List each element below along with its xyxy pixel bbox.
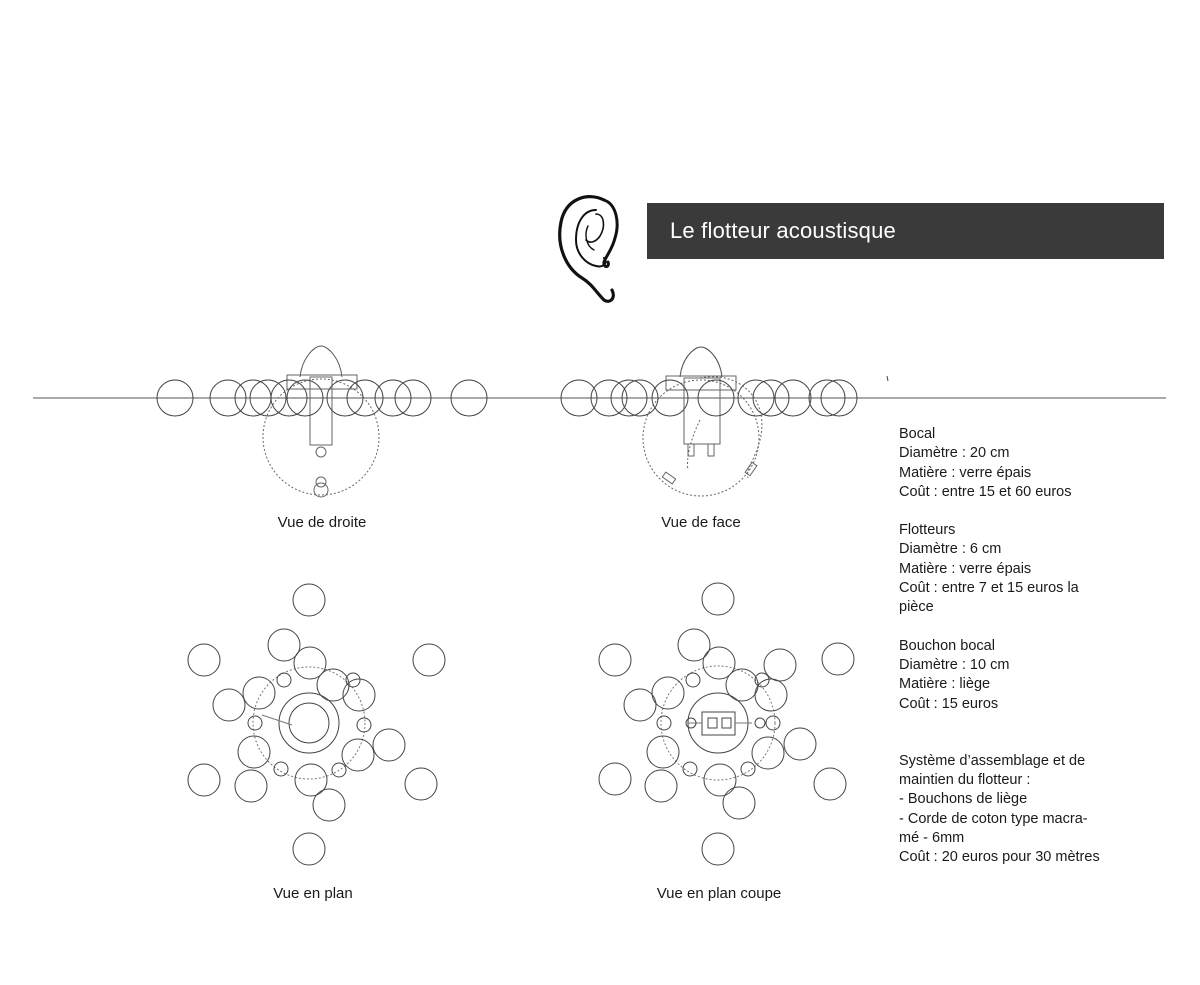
spec-systeme-item1: - Bouchons de liège <box>899 791 1028 808</box>
title-banner <box>647 203 1164 259</box>
spec-bocal <box>899 425 1129 502</box>
page-title: Le flotteur acoustisque <box>670 218 896 243</box>
spec-bocal-cost: Coût : entre 15 et 60 euros <box>899 483 1072 500</box>
spec-bouchon-name: Bouchon bocal <box>899 637 995 654</box>
spec-bouchon-diameter: Diamètre : 10 cm <box>899 656 1010 673</box>
plan-view-drawing <box>188 584 445 865</box>
caption-plan-view: Vue en plan <box>273 885 353 902</box>
spec-flotteurs-diameter: Diamètre : 6 cm <box>899 541 1002 558</box>
spec-bocal-name: Bocal <box>899 426 936 442</box>
specifications-panel <box>899 425 1129 868</box>
caption-front-view: Vue de face <box>661 514 741 531</box>
right-view-drawing <box>157 346 487 497</box>
plan-section-view-drawing <box>599 583 854 865</box>
spec-systeme-item2: - Corde de coton type macra-mé - 6mm <box>899 810 1088 847</box>
spec-flotteurs <box>899 521 1129 617</box>
spec-systeme-cost: Coût : 20 euros pour 30 mètres <box>899 849 1100 866</box>
caption-plan-section-view: Vue en plan coupe <box>656 885 782 902</box>
spec-flotteurs-name: Flotteurs <box>899 522 956 539</box>
spec-bocal-diameter: Diamètre : 20 cm <box>899 445 1010 462</box>
front-view-drawing <box>561 347 888 496</box>
spec-systeme-name: Système d’assemblage et de maintien du flotteur : <box>899 752 1086 789</box>
spec-systeme <box>899 752 1104 868</box>
spec-bouchon-material: Matière : liège <box>899 676 991 693</box>
spec-bouchon-cost: Coût : 15 euros <box>899 695 999 712</box>
spec-flotteurs-material: Matière : verre épais <box>899 560 1032 577</box>
spec-bouchon <box>899 637 1129 714</box>
ear-icon <box>560 197 617 302</box>
spec-flotteurs-cost: Coût : entre 7 et 15 euros la pièce <box>899 580 1079 616</box>
spec-bocal-material: Matière : verre épais <box>899 464 1032 481</box>
caption-right-view: Vue de droite <box>277 514 367 531</box>
